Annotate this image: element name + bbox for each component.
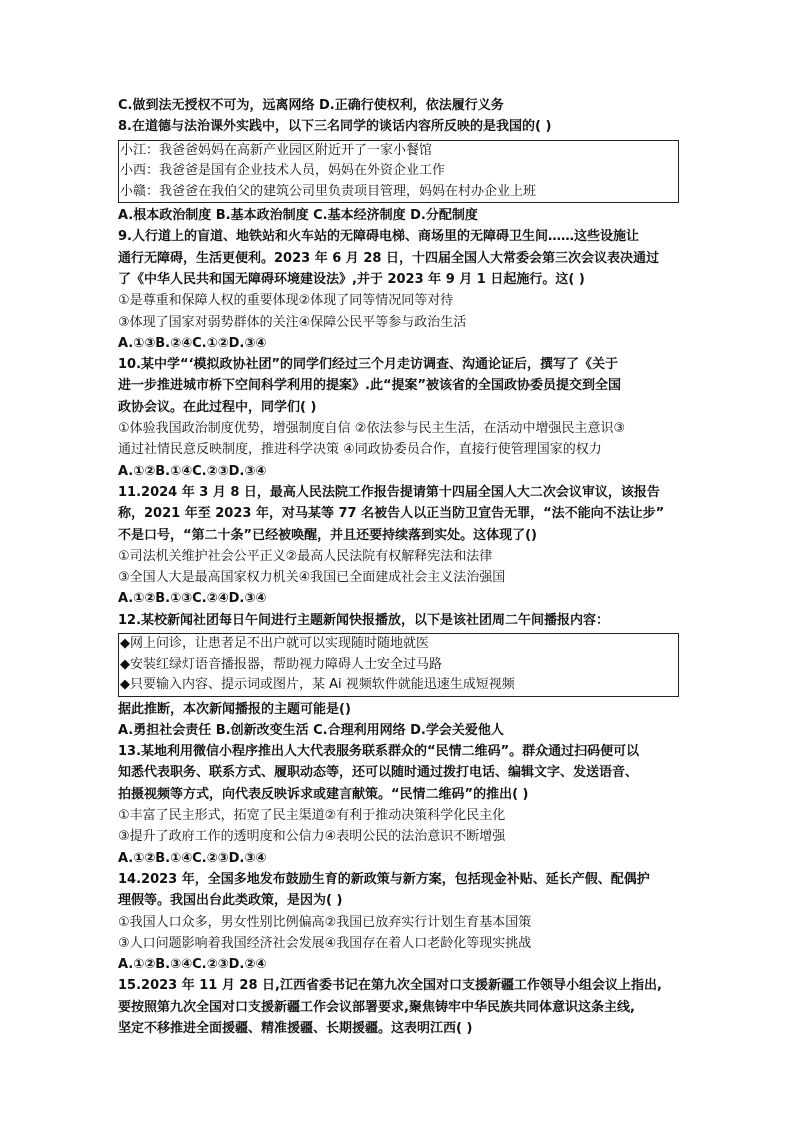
q10-line: 进一步推进城市桥下空间科学利用的提案》.此“提案”被该省的全国政协委员提交到全国 xyxy=(118,378,622,394)
q12-options: A.勇担社会责任 B.创新改变生活 C.合理利用网络 D.学会关爱他人 xyxy=(118,722,504,738)
q14-line: 理假等。我国出台此类政策，是因为( ) xyxy=(118,893,343,909)
q12-news-item: ◆网上问诊，让患者足不出户就可以实现随时随地就医 xyxy=(120,636,429,652)
q11-choice-line: ①司法机关维护社会公平正义②最高人民法院有权解释宪法和法律 xyxy=(118,548,493,564)
q11-choice-line: ③全国人大是最高国家权力机关④我国已全面建成社会主义法治强国 xyxy=(118,570,506,586)
q9-line: 了《中华人民共和国无障碍环境建设法》,并于 2023 年 9 月 1 日起施行。这( ) xyxy=(118,271,585,287)
q11-options: A.①②B.①③C.②④D.③④ xyxy=(118,591,267,607)
q11-line: 不是口号，“第二十条”已经被唤醒，并且还要持续落到实处。这体现了() xyxy=(118,527,537,543)
q8-dialogue-line: 小江：我爸爸妈妈在高新产业园区附近开了一家小餐馆 xyxy=(120,142,433,158)
q10-line: 10.某中学“‘模拟政协社团”的同学们经过三个月走访调查、沟通论证后，撰写了《关于 xyxy=(118,357,619,373)
q12-news-item: ◆安装红绿灯语音播报器，帮助视力障碍人士安全过马路 xyxy=(120,656,442,672)
q9-line: 9.人行道上的盲道、地铁站和火车站的无障碍电梯、商场里的无障碍卫生间……这些设施让 xyxy=(118,229,639,245)
q13-line: 拍摄视频等方式，向代表反映诉求或建言献策。“民情二维码”的推出( ) xyxy=(118,786,529,802)
q7-options-cd: C.做到法无授权不可为，远离网络 D.正确行使权利，依法履行义务 xyxy=(118,98,504,113)
q11-line: 称，2021 年至 2023 年，对马某等 77 名被告人以正当防卫宣告无罪，“法不能向不法让步” xyxy=(118,506,665,522)
q12-after: 据此推断，本次新闻播报的主题可能是() xyxy=(118,701,351,717)
q12-stem: 12.某校新闻社团每日午间进行主题新闻快报播放，以下是该社团周二午间播报内容： xyxy=(118,612,610,628)
q10-options: A.①②B.①④C.②③D.③④ xyxy=(118,463,267,479)
q8-dialogue-line: 小西：我爸爸是国有企业技术人员，妈妈在外资企业工作 xyxy=(120,163,446,179)
q14-choice-line: ③人口问题影响着我国经济社会发展④我国存在着人口老龄化等现实挑战 xyxy=(118,935,532,951)
q13-options: A.①②B.①④C.②③D.③④ xyxy=(118,850,267,866)
q8-dialogue-line: 小赣：我爸爸在我伯父的建筑公司里负责项目管理，妈妈在村办企业上班 xyxy=(120,183,537,199)
q11-line: 11.2024 年 3 月 8 日，最高人民法院工作报告提请第十四届全国人大二次会议审议，该报告 xyxy=(118,484,660,500)
q15-line: 15.2023 年 11 月 28 日,江西省委书记在第九次全国对口支援新疆工作领导小组会议上指出, xyxy=(118,978,662,994)
q9-choice-line: ③体现了国家对弱势群体的关注④保障公民平等参与政治生活 xyxy=(118,314,467,330)
q8-stem: 8.在道德与法治课外实践中，以下三名同学的谈话内容所反映的是我国的( ) xyxy=(118,119,552,135)
q13-line: 知悉代表职务、联系方式、履职动态等，还可以随时通过拨打电话、编辑文字、发送语音、 xyxy=(118,765,639,781)
q14-options: A.①②B.③④C.②③D.②④ xyxy=(118,957,267,973)
q14-line: 14.2023 年，全国多地发布鼓励生育的新政策与新方案，包括现金补贴、延长产假、配偶护 xyxy=(118,871,650,887)
exam-page xyxy=(118,95,684,1039)
q9-line: 通行无障碍，生活更便利。2023 年 6 月 28 日，十四届全国人大常委会第三次会议表决通过 xyxy=(118,250,659,266)
q15-line: 坚定不移推进全面援疆、精准援疆、长期援疆。这表明江西( ) xyxy=(118,1020,473,1036)
q8-dialogue-box xyxy=(118,140,679,204)
q13-line: 13.某地利用微信小程序推出人大代表服务联系群众的“民情二维码”。群众通过扫码便可以 xyxy=(118,744,640,760)
q13-choice-line: ③提升了政府工作的透明度和公信力④表明公民的法治意识不断增强 xyxy=(118,829,506,845)
q8-options: A.根本政治制度 B.基本政治制度 C.基本经济制度 D.分配制度 xyxy=(118,208,478,224)
q9-choice-line: ①是尊重和保障人权的重要体现②体现了同等情况同等对待 xyxy=(118,293,454,309)
q15-line: 要按照第九次全国对口支援新疆工作会议部署要求,聚焦铸牢中华民族共同体意识这条主线, xyxy=(118,999,635,1015)
q12-news-item: ◆只要输入内容、提示词或图片，某 Ai 视频软件就能迅速生成短视频 xyxy=(120,677,515,693)
q10-choice-line: 通过社情民意反映制度，推进科学决策 ④同政协委员合作，直接行使管理国家的权力 xyxy=(118,442,602,458)
q12-news-box xyxy=(118,633,679,697)
q9-options: A.①③B.②④C.①②D.③④ xyxy=(118,335,267,351)
q13-choice-line: ①丰富了民主形式，拓宽了民主渠道②有利于推动决策科学化民主化 xyxy=(118,808,506,824)
q10-line: 政协会议。在此过程中，同学们( ) xyxy=(118,399,317,415)
q14-choice-line: ①我国人口众多，男女性别比例偏高②我国已放弃实行计划生育基本国策 xyxy=(118,914,532,930)
q10-choice-line: ①体验我国政治制度优势，增强制度自信 ②依法参与民主生活，在活动中增强民主意识③ xyxy=(118,421,626,437)
